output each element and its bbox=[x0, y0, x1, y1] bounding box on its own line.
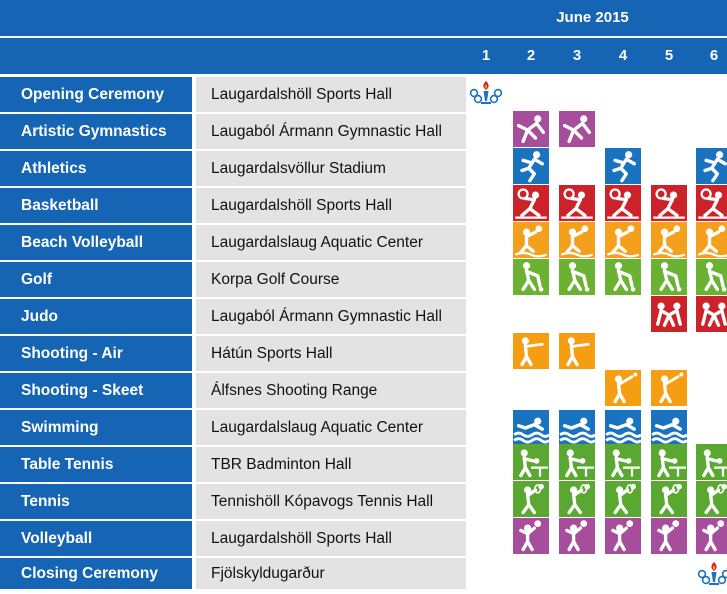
event-name: Closing Ceremony bbox=[0, 558, 192, 589]
beach-volleyball-icon bbox=[696, 222, 727, 258]
tennis-icon bbox=[605, 481, 641, 517]
event-name: Golf bbox=[0, 262, 192, 297]
swimming-icon bbox=[651, 410, 687, 446]
golf-icon bbox=[651, 259, 687, 295]
event-name: Judo bbox=[0, 299, 192, 334]
golf-icon bbox=[605, 259, 641, 295]
golf-icon bbox=[513, 259, 549, 295]
shooting-air-icon bbox=[559, 333, 595, 369]
swimming-icon bbox=[605, 410, 641, 446]
day-label-6: 6 bbox=[709, 47, 719, 64]
shooting-skeet-icon bbox=[651, 370, 687, 406]
volleyball-icon bbox=[696, 518, 727, 554]
event-venue: Laugaból Ármann Gymnastic Hall bbox=[196, 114, 466, 149]
event-venue: Laugardalshöll Sports Hall bbox=[196, 188, 466, 223]
gymnastics-icon bbox=[513, 111, 549, 147]
event-venue: Laugardalshöll Sports Hall bbox=[196, 77, 466, 112]
athletics-icon bbox=[605, 148, 641, 184]
event-name: Beach Volleyball bbox=[0, 225, 192, 260]
closing-ceremony-torch-icon bbox=[697, 560, 727, 588]
event-venue: Laugardalshöll Sports Hall bbox=[196, 521, 466, 556]
event-venue: Tennishöll Kópavogs Tennis Hall bbox=[196, 484, 466, 519]
table-tennis-icon bbox=[605, 444, 641, 480]
athletics-icon bbox=[696, 148, 727, 184]
day-label-1: 1 bbox=[481, 47, 491, 64]
golf-icon bbox=[696, 259, 727, 295]
tennis-icon bbox=[696, 481, 727, 517]
tennis-icon bbox=[651, 481, 687, 517]
day-label-3: 3 bbox=[572, 47, 582, 64]
basketball-icon bbox=[651, 185, 687, 221]
event-venue: Álfsnes Shooting Range bbox=[196, 373, 466, 408]
swimming-icon bbox=[559, 410, 595, 446]
table-tennis-icon bbox=[696, 444, 727, 480]
event-name: Basketball bbox=[0, 188, 192, 223]
event-name: Volleyball bbox=[0, 521, 192, 556]
event-venue: Laugardalslaug Aquatic Center bbox=[196, 225, 466, 260]
day-label-4: 4 bbox=[618, 47, 628, 64]
beach-volleyball-icon bbox=[559, 222, 595, 258]
event-name: Shooting - Air bbox=[0, 336, 192, 371]
event-name: Artistic Gymnastics bbox=[0, 114, 192, 149]
event-name: Athletics bbox=[0, 151, 192, 186]
event-venue: Laugardalsvöllur Stadium bbox=[196, 151, 466, 186]
opening-ceremony-torch-icon bbox=[469, 79, 503, 107]
day-label-2: 2 bbox=[526, 47, 536, 64]
event-venue: Fjölskyldugarður bbox=[196, 558, 466, 589]
athletics-icon bbox=[513, 148, 549, 184]
event-venue: Korpa Golf Course bbox=[196, 262, 466, 297]
volleyball-icon bbox=[513, 518, 549, 554]
table-tennis-icon bbox=[513, 444, 549, 480]
basketball-icon bbox=[696, 185, 727, 221]
volleyball-icon bbox=[605, 518, 641, 554]
shooting-air-icon bbox=[513, 333, 549, 369]
beach-volleyball-icon bbox=[651, 222, 687, 258]
tennis-icon bbox=[559, 481, 595, 517]
basketball-icon bbox=[513, 185, 549, 221]
event-venue: Laugardalslaug Aquatic Center bbox=[196, 410, 466, 445]
event-venue: Laugaból Ármann Gymnastic Hall bbox=[196, 299, 466, 334]
table-tennis-icon bbox=[559, 444, 595, 480]
golf-icon bbox=[559, 259, 595, 295]
event-venue: Hátún Sports Hall bbox=[196, 336, 466, 371]
month-title: June 2015 bbox=[556, 9, 629, 26]
event-venue: TBR Badminton Hall bbox=[196, 447, 466, 482]
beach-volleyball-icon bbox=[513, 222, 549, 258]
basketball-icon bbox=[605, 185, 641, 221]
event-name: Swimming bbox=[0, 410, 192, 445]
swimming-icon bbox=[513, 410, 549, 446]
basketball-icon bbox=[559, 185, 595, 221]
event-name: Shooting - Skeet bbox=[0, 373, 192, 408]
tennis-icon bbox=[513, 481, 549, 517]
gymnastics-icon bbox=[559, 111, 595, 147]
event-name: Table Tennis bbox=[0, 447, 192, 482]
event-name: Tennis bbox=[0, 484, 192, 519]
beach-volleyball-icon bbox=[605, 222, 641, 258]
day-label-5: 5 bbox=[664, 47, 674, 64]
table-tennis-icon bbox=[651, 444, 687, 480]
volleyball-icon bbox=[651, 518, 687, 554]
event-name: Opening Ceremony bbox=[0, 77, 192, 112]
volleyball-icon bbox=[559, 518, 595, 554]
shooting-skeet-icon bbox=[605, 370, 641, 406]
judo-icon bbox=[696, 296, 727, 332]
judo-icon bbox=[651, 296, 687, 332]
